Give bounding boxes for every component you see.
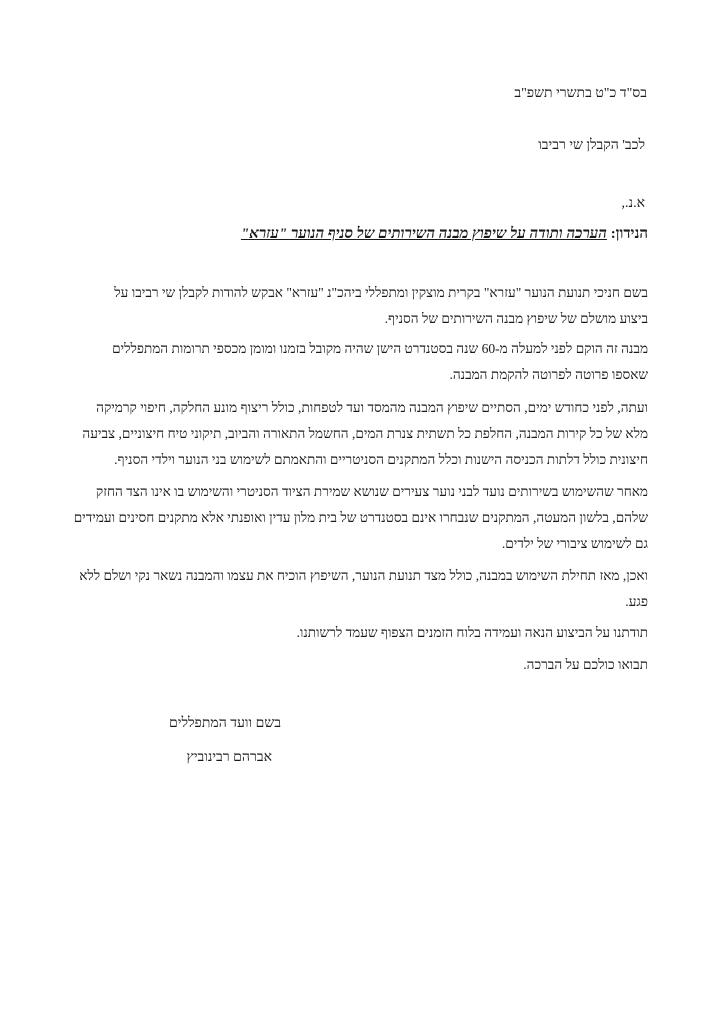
paragraph-line: תבואו כולכם על הברכה. [523,657,648,672]
paragraph-3 [82,395,648,473]
paragraph-2 [112,336,648,388]
signature-committee: בשם וועד המתפללים [169,716,281,731]
paragraph-line: ואכן, מאז תחילת השימוש במבנה, כולל מצד תנועת הנוער, השיפוץ הוכיח את עצמו והמבנה נשאר נקי ושלם ללא [79,568,648,583]
letter-subject [241,224,648,244]
paragraph-line: שאספו פרוטה לפרוטה להקמת המבנה. [449,367,648,382]
paragraph-4 [74,479,648,557]
letter-date: בס"ד כ"ט בתשרי תשפ"ב [514,86,647,101]
paragraph-5 [79,563,648,615]
paragraph-line: בשם חניכי תנועת הנוער "עזרא" בקרית מוצקין ומתפללי ביהכ"נ "עזרא" אבקש להודות לקבלן שי רביבו על [114,285,648,300]
paragraph-6 [296,620,648,646]
paragraph-line: ביצוע מושלם של שיפוץ מבנה השירותים של הסניף. [384,311,648,326]
paragraph-line: חיצונית כולל דלתות הכניסה הישנות וכלל המתקנים הסניטריים והתאמתם לשימוש בני הנוער וילדי הסניף. [114,452,648,467]
letter-salutation: א.נ., [621,196,645,211]
paragraph-1 [114,280,648,332]
letter-addressee: לכב' הקבלן שי רביבו [538,138,645,153]
subject-text: הערכה ותודה על שיפוץ מבנה השירותים של סניף הנוער "עזרא" [240,226,607,242]
signature-name: אברהם רבינוביץ [186,750,272,765]
paragraph-line: פגע. [625,594,648,609]
paragraph-line: מאחר שהשימוש בשירותים נועד לבני נוער צעירים שנושא שמירת הציוד הסניטרי והשימוש בו אינו הצד החזק [95,484,648,499]
paragraph-line: שלהם, בלשון המעטה, המתקנים שנבחרו אינם בסטנדרט של בית מלון עדין ואופנתי אלא מתקנים חסינים ועמידים [73,510,648,525]
paragraph-line: מבנה זה הוקם לפני למעלה מ-60 שנה בסטנדרט הישן שהיה מקובל בזמנו ומומן מכספי תרומות המתפללים [112,341,648,356]
paragraph-line: מלא של כל קירות המבנה, החלפת כל תשתית צנרת המים, החשמל התאורה והביוב, תיקוני טיח חיצוניים, צביעה [82,426,648,441]
paragraph-line: תודתנו על הביצוע הנאה ועמידה בלוח הזמנים הצפוף שעמד לרשותנו. [296,625,648,640]
paragraph-line: ועתה, לפני כחודש ימים, הסתיים שיפוץ המבנה מהמסד ועד לטפחות, כולל ריצוף מונע החלקה, חיפוי קרמיקה [96,400,648,415]
paragraph-7 [523,652,648,678]
paragraph-line: גם לשימוש ציבורי של ילדים. [501,536,648,551]
subject-label: הנידון: [610,226,648,242]
